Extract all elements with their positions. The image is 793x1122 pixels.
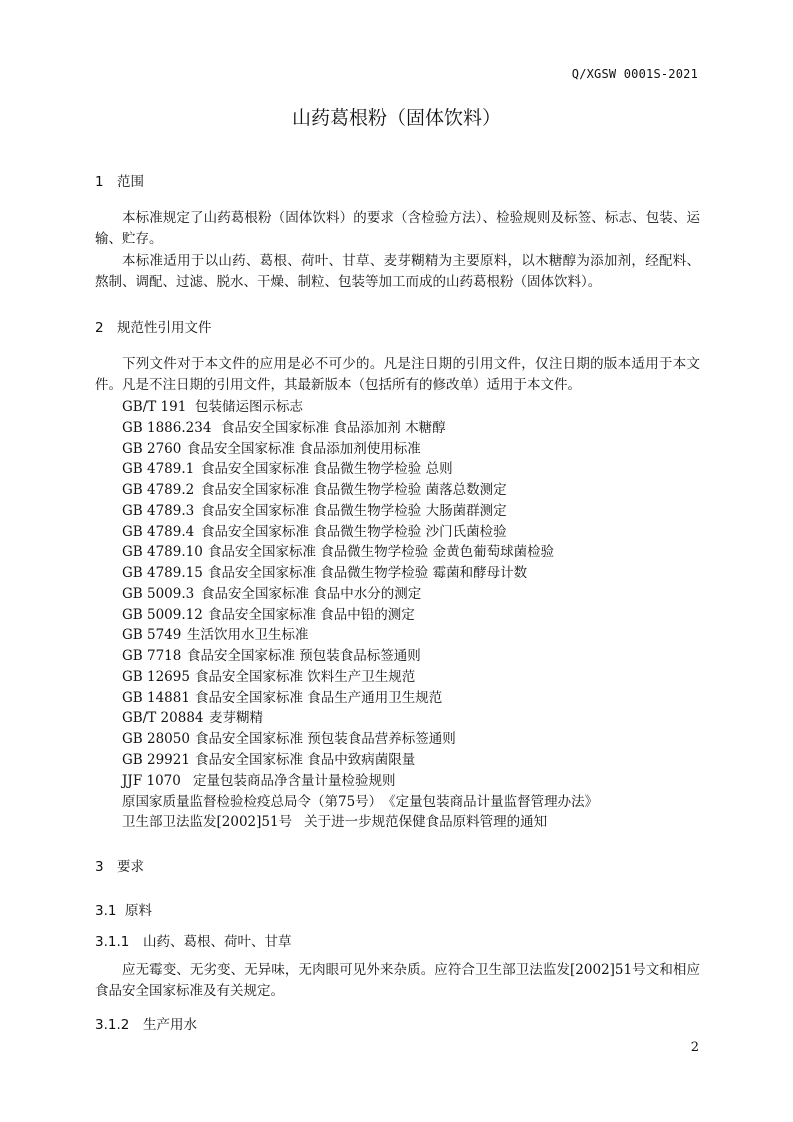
reference-title: 食品安全国家标准 食品中水分的测定 (201, 585, 422, 602)
reference-item (122, 501, 598, 522)
reference-code: GB 14881 (122, 689, 190, 706)
reference-title: 食品安全国家标准 食品中致病菌限量 (195, 752, 416, 769)
reference-title: 生活饮用水卫生标准 (187, 627, 309, 644)
section-3-1-1-paragraph: 应无霉变、无劣变、无异味，无肉眼可见外来杂质。应符合卫生部卫法监发[2002]51号文和相应食品安全国家标准及有关规定。 (95, 962, 700, 999)
reference-code: GB 4789.1 (122, 461, 195, 478)
reference-item (122, 792, 598, 813)
reference-code: GB 4789.15 (122, 565, 203, 582)
reference-code: JJF 1070 (122, 772, 181, 789)
reference-item (122, 667, 598, 688)
reference-code: GB 5009.12 (122, 606, 203, 623)
reference-code: GB 29921 (122, 752, 190, 769)
reference-title: 食品安全国家标准 预包装食品营养标签通则 (195, 731, 456, 748)
reference-code: GB/T 191 (122, 399, 187, 415)
reference-item (122, 750, 598, 771)
reference-title: 食品安全国家标准 食品微生物学检验 大肠菌群测定 (201, 502, 507, 519)
reference-code: GB 5749 (122, 627, 182, 644)
standard-code: Q/XGSW 0001S-2021 (571, 67, 698, 81)
reference-item (122, 563, 598, 584)
reference-code: GB 7718 (122, 648, 182, 665)
section-3-1-number: 3.1 (95, 903, 117, 919)
reference-title: 食品安全国家标准 食品中铅的测定 (208, 606, 415, 623)
reference-code: GB 4789.10 (122, 544, 203, 561)
reference-item (122, 771, 598, 792)
reference-title: 食品安全国家标准 食品微生物学检验 霉菌和酵母计数 (208, 565, 528, 582)
reference-code: GB 4789.3 (122, 502, 195, 519)
reference-item (122, 605, 598, 626)
reference-title: 定量包装商品净含量计量检验规则 (193, 772, 396, 789)
page-number: 2 (690, 1040, 699, 1055)
reference-item (122, 708, 598, 729)
reference-title: 食品安全国家标准 预包装食品标签通则 (187, 648, 421, 665)
reference-code: GB 12695 (122, 668, 190, 685)
reference-code: GB 28050 (122, 731, 190, 748)
reference-title: 食品安全国家标准 食品生产通用卫生规范 (195, 689, 443, 706)
section-2-title: 规范性引用文件 (117, 320, 212, 336)
section-1-heading (95, 170, 144, 190)
section-2-heading (95, 316, 212, 336)
reference-code: GB 5009.3 (122, 585, 195, 602)
reference-title: 关于进一步规范保健食品原料管理的通知 (304, 814, 548, 831)
reference-item (122, 646, 598, 667)
reference-item (122, 688, 598, 709)
reference-title: 包装储运图示标志 (195, 399, 303, 415)
reference-code: GB/T 20884 (122, 710, 204, 727)
section-1-number: 1 (95, 174, 104, 190)
section-1-paragraph-1: 本标准规定了山药葛根粉（固体饮料）的要求（含检验方法）、检验规则及标签、标志、包装、运输、贮存。 (95, 210, 700, 247)
reference-title: 食品安全国家标准 饮料生产卫生规范 (195, 668, 416, 685)
reference-item (122, 397, 598, 418)
reference-item (122, 459, 598, 480)
section-1-paragraph-2: 本标准适用于以山药、葛根、荷叶、甘草、麦芽糊精为主要原料，以木糖醇为添加剂，经配料、熬制、调配、过滤、脱水、干燥、制粒、包装等加工而成的山药葛根粉（固体饮料）。 (95, 253, 700, 290)
reference-item (122, 625, 598, 646)
reference-code: 原国家质量监督检验检疫总局令（第75号） (122, 793, 383, 810)
section-3-1-1-heading (95, 930, 292, 950)
section-3-1-2-number: 3.1.2 (95, 1017, 130, 1033)
reference-code: GB 4789.2 (122, 482, 195, 499)
reference-item (122, 584, 598, 605)
section-3-1-heading (95, 899, 152, 919)
reference-title: 《定量包装商品计量监督管理办法》 (382, 793, 599, 810)
reference-title: 食品安全国家标准 食品微生物学检验 金黄色葡萄球菌检验 (208, 544, 555, 561)
reference-item (122, 729, 598, 750)
section-3-title: 要求 (117, 859, 144, 875)
document-title: 山药葛根粉（固体饮料） (291, 107, 501, 129)
reference-list (122, 397, 598, 833)
section-3-1-1-title: 山药、葛根、荷叶、甘草 (143, 934, 292, 950)
reference-item (122, 418, 598, 439)
section-3-1-1-number: 3.1.1 (95, 934, 130, 950)
section-3-1-2-title: 生产用水 (143, 1017, 197, 1033)
reference-title: 食品安全国家标准 食品微生物学检验 沙门氏菌检验 (201, 523, 507, 540)
reference-code: GB 1886.234 (122, 419, 212, 436)
reference-code: GB 4789.4 (122, 523, 195, 540)
reference-item (122, 542, 598, 563)
reference-title: 食品安全国家标准 食品微生物学检验 菌落总数测定 (201, 482, 507, 499)
reference-code: GB 2760 (122, 440, 182, 457)
reference-item (122, 439, 598, 460)
reference-item (122, 480, 598, 501)
section-3-heading (95, 855, 144, 875)
section-2-number: 2 (95, 320, 104, 336)
section-2-intro: 下列文件对于本文件的应用是必不可少的。凡是注日期的引用文件，仅注日期的版本适用于本文件。凡是不注日期的引用文件，其最新版本（包括所有的修改单）适用于本文件。 (95, 356, 700, 393)
reference-item (122, 812, 598, 833)
reference-code: 卫生部卫法监发[2002]51号 (122, 814, 293, 831)
reference-title: 食品安全国家标准 食品微生物学检验 总则 (201, 461, 453, 478)
section-3-number: 3 (95, 859, 104, 875)
reference-title: 食品安全国家标准 食品添加剂使用标准 (187, 440, 421, 457)
section-3-1-title: 原料 (125, 903, 152, 919)
reference-item (122, 522, 598, 543)
reference-title: 麦芽糊精 (209, 710, 263, 727)
reference-title: 食品安全国家标准 食品添加剂 木糖醇 (221, 419, 446, 436)
section-1-title: 范围 (117, 174, 144, 190)
section-3-1-2-heading (95, 1013, 197, 1033)
